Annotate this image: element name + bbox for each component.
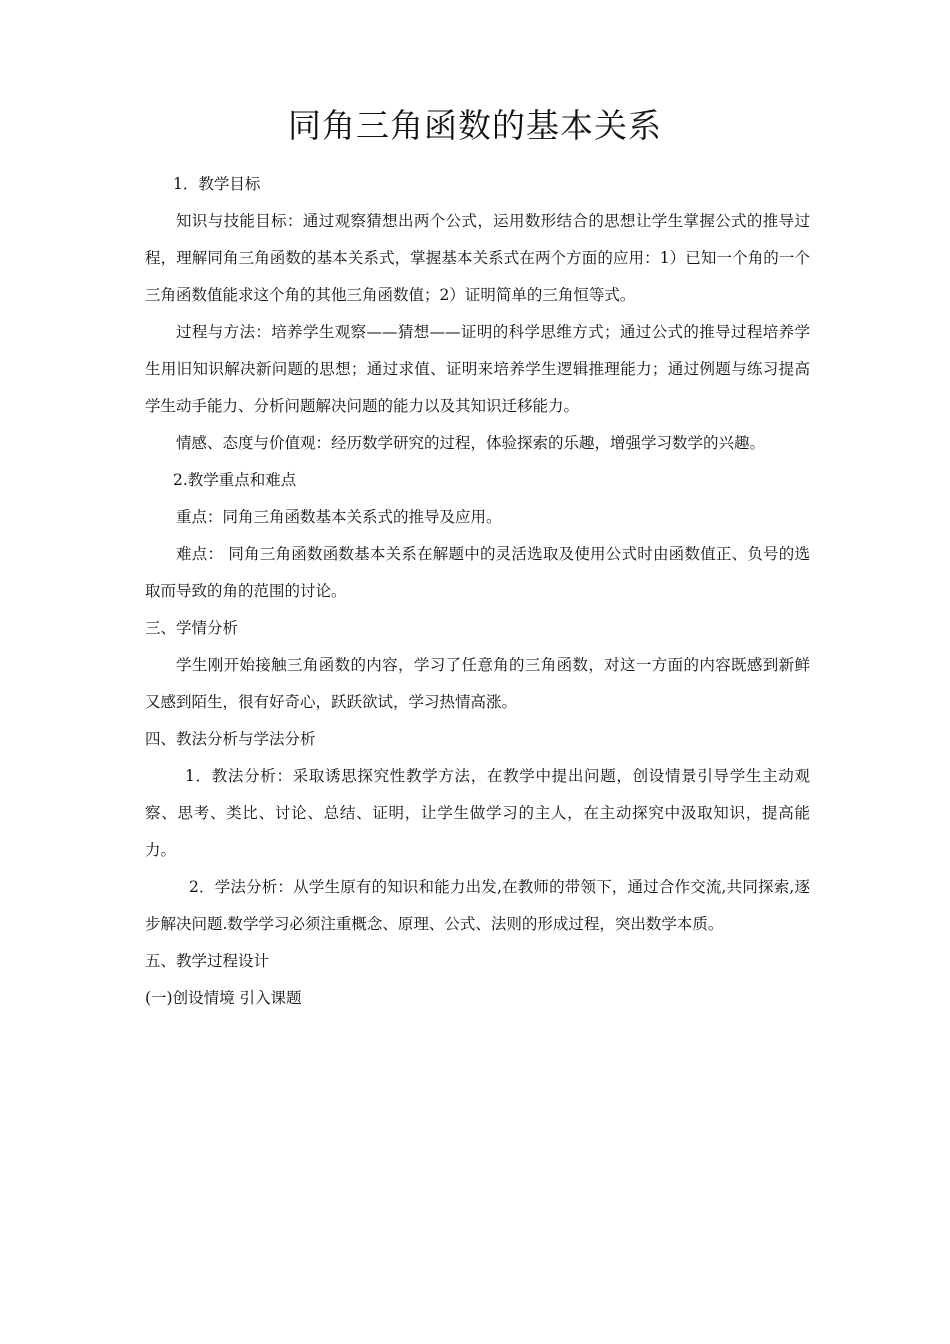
paragraph-student-analysis: 学生刚开始接触三角函数的内容，学习了任意角的三角函数，对这一方面的内容既感到新鲜又感到陌生，很有好奇心，跃跃欲试，学习热情高涨。	[145, 656, 810, 711]
paragraph-emotions-values: 情感、态度与价值观：经历数学研究的过程，体验探索的乐趣，增强学习数学的兴趣。	[176, 434, 766, 452]
subsection-heading-introduction: (一)创设情境 引入课题	[145, 989, 302, 1007]
section-heading-key-points: 2.教学重点和难点	[173, 471, 297, 489]
section-heading-method-analysis: 四、教法分析与学法分析	[145, 730, 316, 748]
paragraph-key-point: 重点：同角三角函数基本关系式的推导及应用。	[176, 508, 502, 526]
paragraph-knowledge-skills: 知识与技能目标：通过观察猜想出两个公式，运用数形结合的思想让学生掌握公式的推导过程，理解同角三角函数的基本关系式，掌握基本关系式在两个方面的应用：1）已知一个角的一个三角函数值能求这个角的其他三角函数值；2）证明简单的三角恒等式。	[145, 212, 810, 304]
paragraph-process-methods: 过程与方法：培养学生观察——猜想——证明的科学思维方式；通过公式的推导过程培养学生用旧知识解决新问题的思想；通过求值、证明来培养学生逻辑推理能力；通过例题与练习提高学生动手能力、分析问题解决问题的能力以及其知识迁移能力。	[145, 323, 810, 415]
section-heading-student-analysis: 三、学情分析	[145, 619, 239, 637]
paragraph-teaching-method: 1．教法分析：采取诱思探究性教学方法，在教学中提出问题，创设情景引导学生主动观察、思考、类比、讨论、总结、证明，让学生做学习的主人，在主动探究中汲取知识，提高能力。	[145, 767, 810, 859]
paragraph-difficulty: 难点： 同角三角函数函数基本关系在解题中的灵活选取及使用公式时由函数值正、负号的选取而导致的角的范围的讨论。	[145, 545, 810, 600]
section-heading-process-design: 五、教学过程设计	[145, 952, 270, 970]
document-title: 同角三角函数的基本关系	[288, 106, 662, 145]
document-body	[145, 166, 810, 1017]
section-heading-teaching-goals: 1．教学目标	[173, 175, 261, 193]
paragraph-learning-method: 2．学法分析：从学生原有的知识和能力出发,在教师的带领下，通过合作交流,共同探索,逐步解决问题.数学学习必须注重概念、原理、公式、法则的形成过程，突出数学本质。	[145, 878, 810, 933]
